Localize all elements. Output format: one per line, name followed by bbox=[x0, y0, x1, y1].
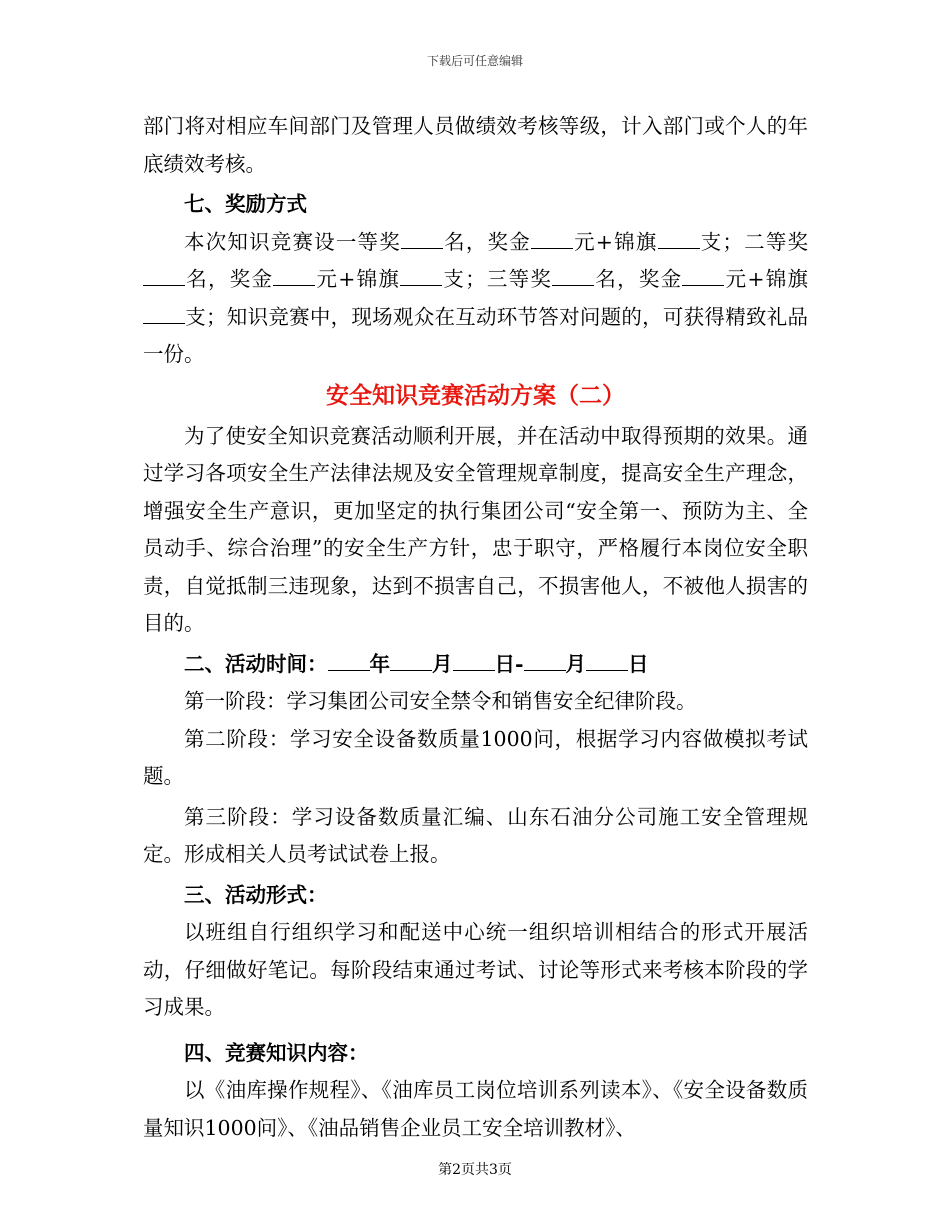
blank-field bbox=[524, 652, 566, 671]
reward-text-3: 元+锦旗 bbox=[572, 229, 658, 254]
reward-text-6: 元+锦旗 bbox=[315, 267, 401, 291]
blank-field bbox=[586, 652, 628, 671]
paragraph-stage-3: 第三阶段：学习设备数质量汇编、山东石油分公司施工安全管理规定。形成相关人员考试试卷上报。 bbox=[143, 804, 808, 866]
time-day: 日 bbox=[628, 651, 649, 676]
blank-field bbox=[328, 652, 370, 671]
paragraph-reward bbox=[143, 224, 808, 374]
heading-activity-form: 三、活动形式： bbox=[184, 882, 328, 907]
reward-text-9: 元+锦旗 bbox=[724, 267, 809, 291]
blank-field bbox=[390, 652, 432, 671]
blank-field bbox=[273, 267, 315, 286]
blank-field bbox=[143, 305, 185, 324]
reward-text-7: 支；三等奖 bbox=[442, 267, 553, 291]
blank-field bbox=[401, 230, 443, 249]
reward-text-2: 名，奖金 bbox=[442, 229, 531, 254]
paragraph-stage-1: 第一阶段：学习集团公司安全禁令和销售安全纪律阶段。 bbox=[184, 689, 697, 713]
page-header-note: 下载后可任意编辑 bbox=[426, 54, 523, 68]
paragraph-stage-2: 第二阶段：学习安全设备数质量1000问，根据学习内容做模拟考试题。 bbox=[143, 726, 808, 788]
heading-activity-time bbox=[143, 646, 808, 684]
time-month-2: 月 bbox=[565, 651, 587, 676]
heading-reward-method: 七、奖励方式 bbox=[184, 192, 307, 216]
blank-field bbox=[143, 267, 185, 286]
blank-field bbox=[400, 267, 442, 286]
paragraph-knowledge-content: 以《油库操作规程》、《油库员工岗位培训系列读本》、《安全设备数质量知识1000问》、《油品销售企业员工安全培训教材》、 bbox=[143, 1078, 808, 1140]
time-month: 月 bbox=[432, 651, 453, 676]
reward-text-1: 本次知识竞赛设一等奖 bbox=[184, 229, 401, 254]
reward-text-5: 名，奖金 bbox=[185, 267, 274, 291]
paragraph-continuation: 部门将对相应车间部门及管理人员做绩效考核等级，计入部门或个人的年底绩效考核。 bbox=[143, 114, 808, 176]
paragraph-activity-form: 以班组自行组织学习和配送中心统一组织培训相结合的形式开展活动，仔细做好笔记。每阶段结束通过考试、讨论等形式来考核本阶段的学习成果。 bbox=[143, 920, 808, 1019]
reward-text-4: 支；二等奖 bbox=[699, 229, 809, 254]
document-body bbox=[143, 108, 808, 1147]
blank-field bbox=[552, 267, 594, 286]
time-day-dash: 日- bbox=[494, 651, 524, 676]
reward-text-8: 名，奖金 bbox=[594, 267, 683, 291]
time-label: 二、活动时间： bbox=[184, 651, 328, 676]
blank-field bbox=[453, 652, 495, 671]
heading-knowledge-content: 四、竞赛知识内容： bbox=[184, 1040, 369, 1065]
blank-field bbox=[682, 267, 724, 286]
page-number: 第2页共3页 bbox=[438, 1162, 512, 1178]
blank-field bbox=[531, 230, 573, 249]
blank-field bbox=[658, 230, 700, 249]
time-year: 年 bbox=[369, 651, 390, 676]
reward-text-10: 支；知识竞赛中，现场观众在互动环节答对问题的，可获得精致礼品一份。 bbox=[143, 304, 808, 366]
paragraph-intro: 为了使安全知识竞赛活动顺利开展，并在活动中取得预期的效果。通过学习各项安全生产法律法规及安全管理规章制度，提高安全生产理念，增强安全生产意识，更加坚定的执行集团公司“安全第一、预防为主、全员动手、综合治理”的安全生产方针，忠于职守，严格履行本岗位安全职责，自觉抵制三违现象，达到不损害自己，不损害他人，不被他人损害的目的。 bbox=[143, 423, 808, 635]
document-title: 安全知识竞赛活动方案（二） bbox=[326, 381, 625, 409]
